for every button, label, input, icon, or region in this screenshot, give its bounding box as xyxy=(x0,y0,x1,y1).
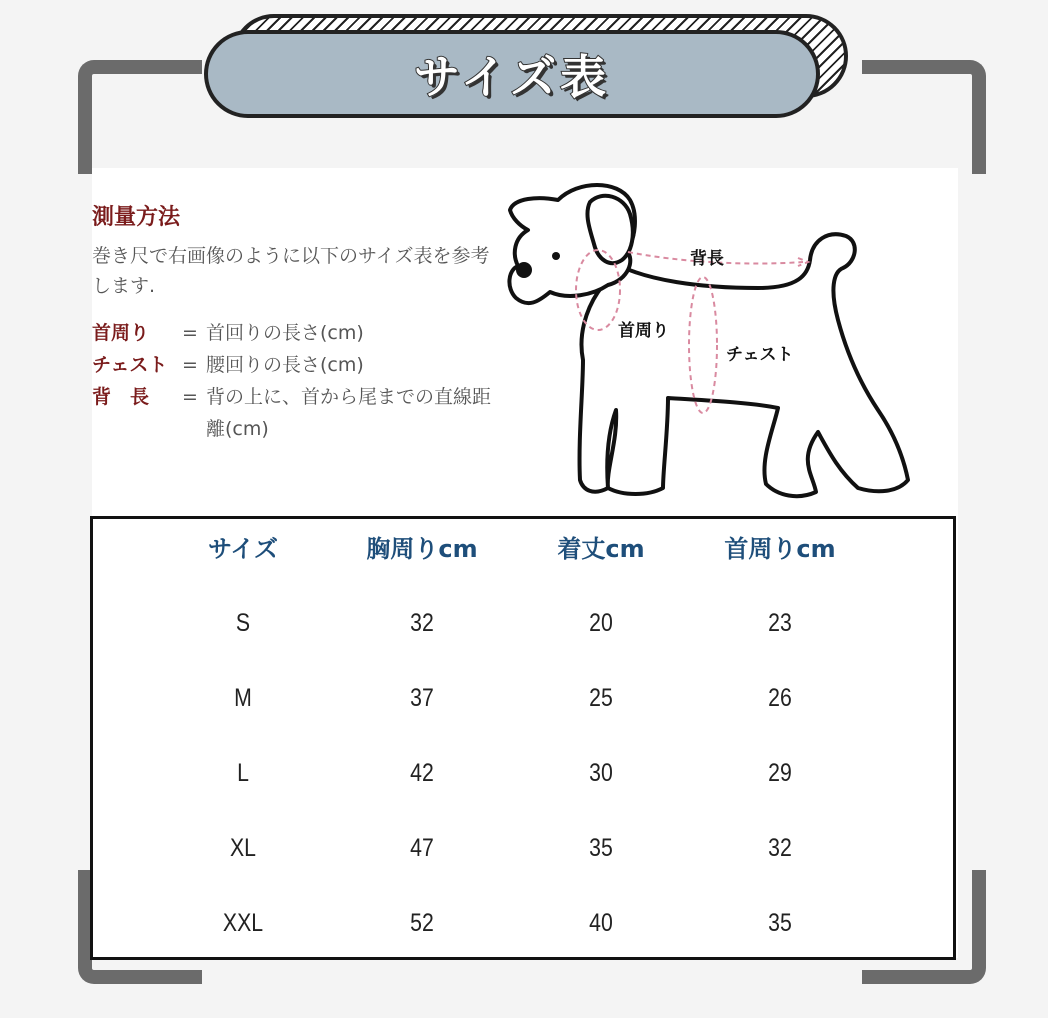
size-table xyxy=(90,516,956,960)
cell-length: 20 xyxy=(589,609,613,637)
cell-length: 30 xyxy=(589,759,613,787)
header-chest: 胸周りcm xyxy=(366,535,478,563)
label-neck: 首周り xyxy=(618,321,669,341)
cell-neck: 35 xyxy=(768,909,792,937)
cell-neck: 29 xyxy=(768,759,792,787)
table-row xyxy=(93,603,953,643)
cell-chest: 47 xyxy=(410,834,434,862)
measurement-heading: 測量方法 xyxy=(92,205,181,230)
cell-chest: 37 xyxy=(410,684,434,712)
cell-neck: 23 xyxy=(768,609,792,637)
title-banner xyxy=(204,30,820,118)
corner-bracket-top-right xyxy=(862,60,986,174)
definition-term: 背 長 xyxy=(92,386,150,408)
dog-measurement-diagram xyxy=(498,170,918,510)
dog-illustration-icon xyxy=(498,170,918,510)
definition-text: 腰回りの長さ(cm) xyxy=(206,354,364,376)
cell-neck: 26 xyxy=(768,684,792,712)
header-size: サイズ xyxy=(207,535,279,563)
definition-text: 首回りの長さ(cm) xyxy=(206,322,364,344)
definition-chest xyxy=(92,349,492,381)
header-neck: 首周りcm xyxy=(724,535,836,563)
corner-bracket-top-left xyxy=(78,60,202,174)
cell-length: 35 xyxy=(589,834,613,862)
table-row xyxy=(93,828,953,868)
cell-size: XL xyxy=(229,834,257,862)
header-length: 着丈cm xyxy=(557,535,645,563)
definition-term: 首周り xyxy=(92,322,150,344)
definition-neck xyxy=(92,317,492,349)
measurement-description: 巻き尺で右画像のように以下のサイズ表を参考します. xyxy=(92,245,490,297)
table-row xyxy=(93,753,953,793)
cell-size: S xyxy=(235,609,251,637)
measurement-method xyxy=(92,200,492,445)
cell-chest: 42 xyxy=(410,759,434,787)
definition-back-length xyxy=(92,381,492,445)
cell-size: XXL xyxy=(222,909,264,937)
cell-chest: 32 xyxy=(410,609,434,637)
cell-size: L xyxy=(237,759,249,787)
cell-length: 25 xyxy=(589,684,613,712)
cell-chest: 52 xyxy=(410,909,434,937)
label-back-length: 背長 xyxy=(690,249,724,269)
cell-length: 40 xyxy=(589,909,613,937)
table-row xyxy=(93,678,953,718)
table-row xyxy=(93,903,953,943)
equals-sign: = xyxy=(182,386,198,408)
equals-sign: = xyxy=(182,322,198,344)
cell-neck: 32 xyxy=(768,834,792,862)
equals-sign: = xyxy=(182,354,198,376)
page-title: サイズ表 xyxy=(413,50,611,104)
table-header-row xyxy=(93,529,953,569)
cell-size: M xyxy=(234,684,252,712)
definition-text: 背の上に、首から尾までの直線距離(cm) xyxy=(206,386,492,440)
label-chest: チェスト xyxy=(726,345,794,365)
definition-term: チェスト xyxy=(92,354,168,376)
